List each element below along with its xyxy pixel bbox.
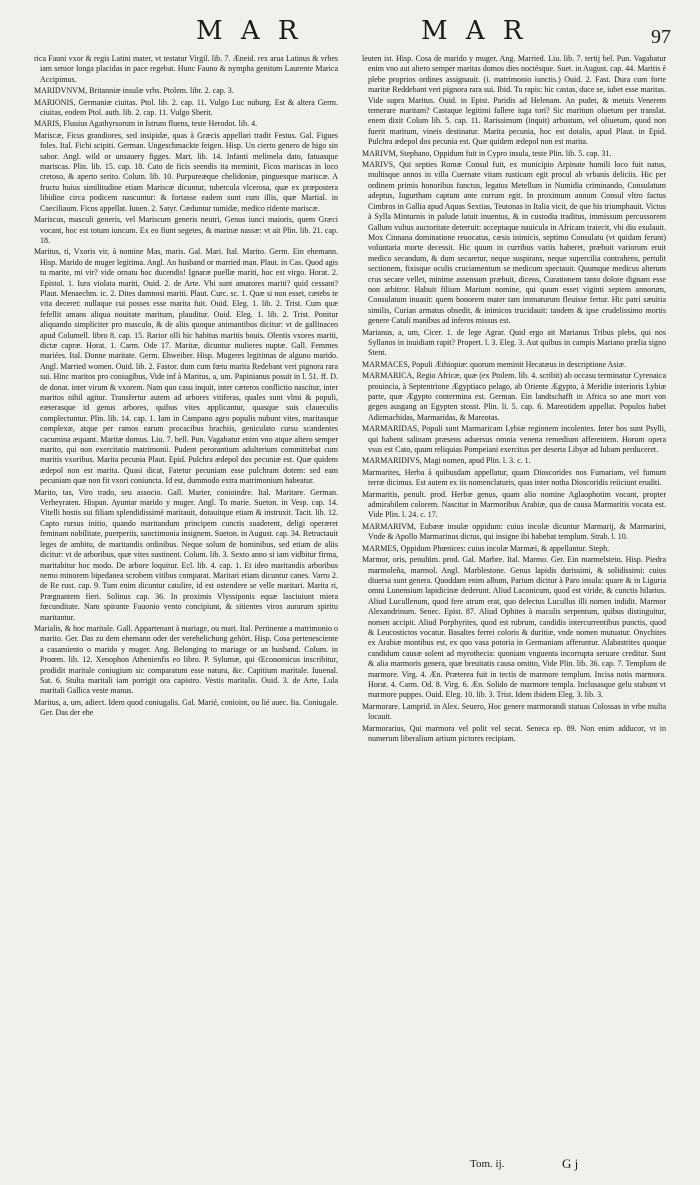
entry-mariscus: Mariscus, masculi generis, vel Mariscum generis neutri, Genus iunci maioris, quem Græci vocant, hoc est totum iuncum. Ex eo fiunt segetes, & marinæ nassæ: vt ait Plin. lib. 21. cap. 18.	[34, 215, 338, 245]
entry-marionis: MARIONIS, Germaniæ ciuitas. Ptol. lib. 2. cap. 11. Vulgo Luc nuburg. Est & altera Germ. ciuitas, eodem Ptol. auth. lib. 2. cap. 11. Vulgo Sberit.	[34, 97, 338, 118]
entry-maritus-adj: Maritus, a, um, adiect. Idem quod coniugalis. Gal. Marié, conioint, ou lié auec. Ita. Coniugale. Ger. Das der ehe	[34, 697, 338, 718]
entry-mariscae: Mariscæ, Ficus grandiores, sed insipidæ, quas à Græcis appellari tradit Festus. Gal. Figues foles. Ital. Fichi scipiti. German. Ungeschmackte feigen. Hisp. Un cierto genero de higo sin sabor. Angl. wild or unsauery figges. Mart. lib. 14. Infanti melimela dato, fatuasque mariscas. Plin. lib. 15. cap. 18. Cato de ficis seendis ita meminit, Ficos mariscas in loco cretoso, & aperto serito. Colum. lib. 10. Purpureæque chelidoniæ, pinguesque mariscæ. A fructu huius similitudine etiam Mariscæ dicuntur, tuberculа vlcerosa, quæ ex præpostera libidine circa podicem nascuntur: & fortasse eadem sunt cum illis, quæ Martial. in Caeciliaum. Ficos appellat. Iuuen. 2. Satyr. Cæduntur tumidæ, medico ridente mariscæ.	[34, 130, 338, 213]
volume-label: Tom. ij.	[470, 1158, 505, 1170]
entry-marianus: Marianus, a, um, Cicer. 1. de lege Agrar. Quid ergo ait Marianus Tribus plebs, qui nos Syllanos in inuidiam rapit? Propert. l. 3. Eleg. 3. Aut quibus in campis Mariano prælia signo Stent.	[362, 327, 666, 358]
entry-marmes: MARMES, Oppidum Phœnices: cuius incolæ Marmæi, & appellantur. Steph.	[362, 543, 610, 553]
entry-maridunum: MARIDVNVM, Britanniæ insulæ vrbs. Ptolem. libr. 2. cap. 3.	[34, 86, 234, 96]
running-head-right: M A R	[421, 16, 528, 46]
left-column	[34, 54, 338, 1139]
entry-continued: leuten ist. Hisp. Cosa de marido y muger. Ang. Married. Liu. lib. 7. tertij bel. Pun. Vagabatur enim vno aut altero semper maritas domos dies noctésque. Suet. in August. cap. 44. Maritis è plebe proprios ordines assignauit. (i. matrimonio iunctis.) Ouid. 2. Fast. Dura cum forte maritæ Reddebant veri pignora rara sui. Ibid. Tu rapis: hic castas, duce se, iubet esse maritas. Vide supra Maritus. Ouid. in Epist. Paridis ad Helenam. An pudet, & metuis Venerem temerare maritam? Castaque legitimi fallere iuga tori? Sic maritum oluetum per translat. enem dixit Colum lib. 5. cap. 11. Rarissimum (inquit) arbustum, vel oliuetum, quod non fuerit maritum, vineis destinatur. Marita pecunia, hoc est dotalis, apud Plaut. in Epid. Pulchra ædepol dos pecunia est. Quæ quidem ædepol non est marita.	[362, 54, 666, 147]
entry-marmaridas: MARMARIDAS, Populi sunt Marmaricam Lybiæ regionem incolentes. Inter hos sunt Psylli, qui habent salinam præsens aduersus omnia venena remedium afferentem. Horum opera vsus est Cato, quum reliquias Pompeiani exercitus per deserta Libyæ ad Iubam perduceret.	[362, 424, 666, 455]
right-column	[362, 54, 666, 1139]
entry-maritus: Maritus, ti, Vxoris vir, à nomine Mas, maris. Gal. Mari. Ital. Marito. Germ. Ein ehemann. Hisp. Marido de muger legitima. Angl. An husband or married man. Plaut. in Cas. Quod agis tu marite, mi vir? vide ornatu hoc ducendis! Ignaræ puellæ mariti, hoc est virgo. Horat. 2. Epistol. 1. Iura violata mariti, Ouid. 2. de Arte. Vbi sunt amatores mariti? quid cessant? Plaut. Menaechm. ic. 2. Dites damnosi mariti. Plaut. Curc. sc. 1. Quæ si non esset, cætebs te vita deceret: nullaque cui posses esse marita fuit. Ouid. Eleg. 1. lib. 2. Trist. Cum quæ fefellit amans aliqua nouitate maritum, plauditur. Ouid. Eleg. 1. lib. 2. Trist. Ponitur aliquando simpliciter pro masculo, & de aliis quoque animantibus dicitur: vt de gallinaceo apud Columell. libro 8. cap. 15. Rarior olli hic habitus maritis bouis. Olentis vxores mariti, dictæ capræ. Horat. 1. Carm. Ode 17. Maritæ, dicuntur mulieres nuptæ. Gall. Femmes mariées. Ital. Donne maritate. Germ. Ehweiber. Hisp. Mugeres legitimas de alguno marido. Angl. Married women. Ouid. lib. 2. Fastor. dum cum fœtu marita Redebant veri pignora rara sui. Hinc maritos pro coniugibus, Vide inf à Maritus, a, um. Papinianus posuit in l. 51. ff. D. de donat. inter virum & vxorem. Nam quo casu inquit, inter cæteros conflictio nascitur, inter maritos nihil agitur. Transfertur autem ad arbores vitiferas, quales sunt vlmi & populi, eæterasque id genus arbores, quibus vites applicantur, quasque suis claueculis complectuntur. Plin. lib. 14. cap. 1. Iam in Campano agro populis nubunt vites, maritasque complexæ, atque per ramos earum procacibus brachiis, geniculato cursu scandentes cacumina æquant. Maritæ domus. Liu. 7. bell. Pun. Vagabatur enim vno atque altero semper marito, qui non exercitatio matrimonii. Pudent perorantium adulterium committebat cum maritis vxoribus. Marita pecunia Plaut. Epid. Pulchra ædepol dos pecuniæ est. Quæ quidem ædepol non est marita. Quasi dicat, Fatetur pecuniam esse pulchram dotem: sed eam pecuniam quæ non fit vxori coniuncta. Id est, dummodo extra matrimonium habeatur.	[34, 247, 338, 486]
entry-marmaritis: Marmaritis, penult. prod. Herbæ genus, quam alio nomine Aglaophotim vocant, propter admirabilem colorem. Nascitur in Marmoribus Arabiæ, qua de causa Marmaritis vocata est. Vide Plin. l. 24. c. 17.	[362, 489, 666, 520]
entry-marmor: Marmor, oris, penultim. prod. Gal. Marbre. Ital. Marmo. Ger. Ein marmelstein. Hisp. Piedra marmoleña, marmol. Angl. Marblestone. Genus lapidis durissimi, & solidissimi: cuius diuersa sunt genera. Quoddam enim album, Parium dicitur à Paro insula: quare & in Liguria omni Lunensium lapidicinæ dederunt. Aliud Laconicum, quod est viride, & cunctis hilarius. Aliud Lucullenum, quod fere atrum erat, quo delectus Lucullus illi nomen indidit. Marmor Alexandrinum. Senec. Epist. 87. Aliud Ophites à maculis serpentum, quibus distinguitur, nomen accipit. Aliud Porphyrites, quod est rubrum, candidis intercurrentibus punctis, quod & Leucostictos vocatur. Basaltes ferrei coloris & duritiæ, vnde nomen mutuatur. Onychites ex Arabiæ montibus est, ex quo vasa potoria in Germaniam afferuntur. Alabastrites quoque candidum causæ solent ad myrothecia: quoniam vnguenta incorrupta seruare creditur. Sunt & alia marmoris genera, quæ breuitatis causa omitto, Vide Plin. lib. 36. cap. 7. Templum de marmore. Virg. 4. Æn. Præterea fuit in tectis de marmore templum. Incisa notis marmora. Horat. 4. Carm. Od. 8. Virg. 6. Æn. Solido de marmore templa. Inclusasque gelu stabunt vt marmore puppes. Ouid. Eleg. 10. lib. 3. Trist. Idem ibidem Eleg. 3. lib. 3.	[362, 555, 666, 700]
entry-marica: rica Fauni vxor & regis Latini mater, vt testatur Virgil. lib. 7. Æneid. rex arua Latinus & vrbes iam senior longa placidas in pace regebat. Hunc Fauno & nympha genitum Laurente Marica Accipimus.	[34, 54, 338, 84]
entry-marito: Marito, tas, Viro trado, seu associo. Gall. Marier, conioindre. Ital. Maritare. German. Verheyraten. Hispan. Ayuntar marido y muger. Angl. To marie. Sueton. in Vesp. cap. 14. Vitelli hostis sui filiam splendidissimè maritauit, dotauitque etiam & instruxit. Tacit. lib. 12. Capto rursus initio, quando maritandum principem cunctis suaderent, deligi operæret feminam nobilitate, puerperiis, sanctimonia insignem. Sueton. in August. cap. 34. Retractauit leges de ambitu, de maritandis ordinibus. Neque solum de hominibus, sed etiam de aliis dicitur: vt de arboribus, quæ vites sustinent. Colum. lib. 3. Sexto anno si iam vidbitur firma, maritabitur hoc modo. De arbore loquitur. Ecl. lib. 4. cap. 1. Et ideo maritandis arboribus nemo minorem bipedanea scrobem vitibus comparat. Maritari etiam dicuntur canes. Varro 2. de Re rust. cap. 9. Tum enim dicuntur catulire, id est ostendere se velle maritari. Marita ri, Prægnantem fieri. Solinus cap. 36. In proximis Vlyssiponis equæ lasciuiunt miera fœcunditate. Nam spirante Fauonio vento concipiunt, & sitientes viros aurarum spiritu maritantur.	[34, 487, 338, 622]
entry-maritalis: Marialis, & hoc maritale. Gall. Appartenant à mariage, ou mari. Ital. Pertinente a matrimonio o marito. Ger. Das zu dem ehemann oder der verehelichung gehört. Hisp. Cosa pertenesciente a casamiento o marido y muger. Ang. Belonging to mariage or an husband. Colum. in Proœm. lib. 12. Xenophon Athenienfis eo libro. P. Sylumæ, qui Œconomicus inscribitur, prodidit maritale coniugium sic comparatum esse natura, &c. Capitium maritale. Iuuenal. Sat. 6. Stulta maritali iam porrigit ora capistro. Vestis maritalis. Ouid. 3. de Arte, Lula maritali Gallica veste manus.	[34, 623, 338, 696]
running-head-left: M A R	[196, 16, 303, 46]
page-number: 97	[651, 26, 671, 48]
running-head	[0, 16, 700, 50]
entry-marmorare: Marmorare. Lamprid. in Alex. Seuero, Hoc genere marmorandi statuas Colossas in vrbe multa locauit.	[362, 701, 666, 722]
entry-marmaces: MARMACES, Populi Æthiopiæ: quorum meminit Hecatæus in descriptione Asiæ.	[362, 359, 627, 369]
entry-marium: MARIVM, Stephano, Oppidum fuit in Cypro insula, teste Plin. lib. 5. cap. 31.	[362, 148, 612, 158]
entry-marius: MARIVS, Qui septies Romæ Consul fuit, ex municipio Arpinate humili loco fuit natus, multisque annos in villa Cuernate vitam rusticam egit procul ab vrbanis deliciis. Hic per ordinem primis honoribus functus, legatus Metellum in Numidia criminando, Consulatum adeptus, Iugurtham captum ante currum egit. In proximum annum Consul vltro factus Cimbros in Gallia apud Aquas Sextias, Teutonas in Italia vicit, de que his triumphauit. Victus à Sylla Minturnis in palude latuit inuentus, & in custodia traditus, immissum percussorem Gallum vultus auctoritate deterruit: acceptaque nauicula in Africam traiecit, vbi diu exulauit. Mox Cinnana dominatione reuocatus, cæsis inimicis, septimo Consulatu (vt quidam ferunt) voluntaria morte decessit. Hic quum in curribus variis haberet, præbuit variorum eruit medico secandum, & dum secaretur, neque suspirans, neque supercilia contrahens, pertulit sectionem, fixisque oculis cruciamentum se medicum spectauit. Quumque medicus alterum crus secare vellet, minime assensum præbuit, dicens, Curationem tanto dolore dignam esse non arbitror. Habuit filium Marium nomine, qui quum esset viginti septem annorum, Consulatum inuasit: quem honorem mater tam immaturum fleuisse fertur. Hic patri sæuitia similis, Curian armatus obsedit, & inimicos trucidauit: tandem & ipse crudelissimo mortis genere Catuli manibus ad inferos missus est.	[362, 160, 666, 326]
entry-marmarica: MARMARICA, Regio Africæ, quæ (ex Ptolem. lib. 4. scribit) ab occasu terminatur Cyrenaica prouincia, à Septentrione Ægyptiaco pelago, ab Oriente Ægypto, à Meridie interioris Lybiæ parte, quæ Ægypto conterminа est. German. Ein landtschafft in Africa so ane mort von gegen ausgang an Egypten stosst. Plin. li. 5. cap. 6. Mareotidem appellat. Populos habet Adirmachidas, Marmaridas, & Mareotas.	[362, 371, 666, 422]
entry-marmarites: Marmarites, Herba à quibusdam appellatur, quam Dioscorides nos Fumariam, vel fumum terræ dicimus. Est autem ex iis nomenclaturis, quas inter notha Dioscoridis reiiciunt eruditi.	[362, 467, 666, 488]
entry-marmarium: MARMARIVM, Eubææ insulæ oppidum: cuius incolæ dicuntur Marmarij, & Marmarini, Vnde & Apollo Marmarinus dictus, qui insigne ibi habebat templum. Strab. l. 10.	[362, 521, 666, 542]
page-footer	[0, 1158, 700, 1178]
entry-maris: MARIS, Fluuius Agathyrsorum in Istrum fluens, teste Herodot. lib. 4.	[34, 119, 258, 129]
entry-marmaridius: MARMARIDIVS, Magi nomen, apud Plin. l. 3. c. 1.	[362, 456, 531, 466]
signature-mark: G j	[562, 1156, 579, 1171]
entry-marmorarius: Marmorarius, Qui marmora vel polit vel secat. Seneca ep. 89. Non enim adducor, vt in numerum liberalium artium pictores recipiam.	[362, 723, 666, 743]
